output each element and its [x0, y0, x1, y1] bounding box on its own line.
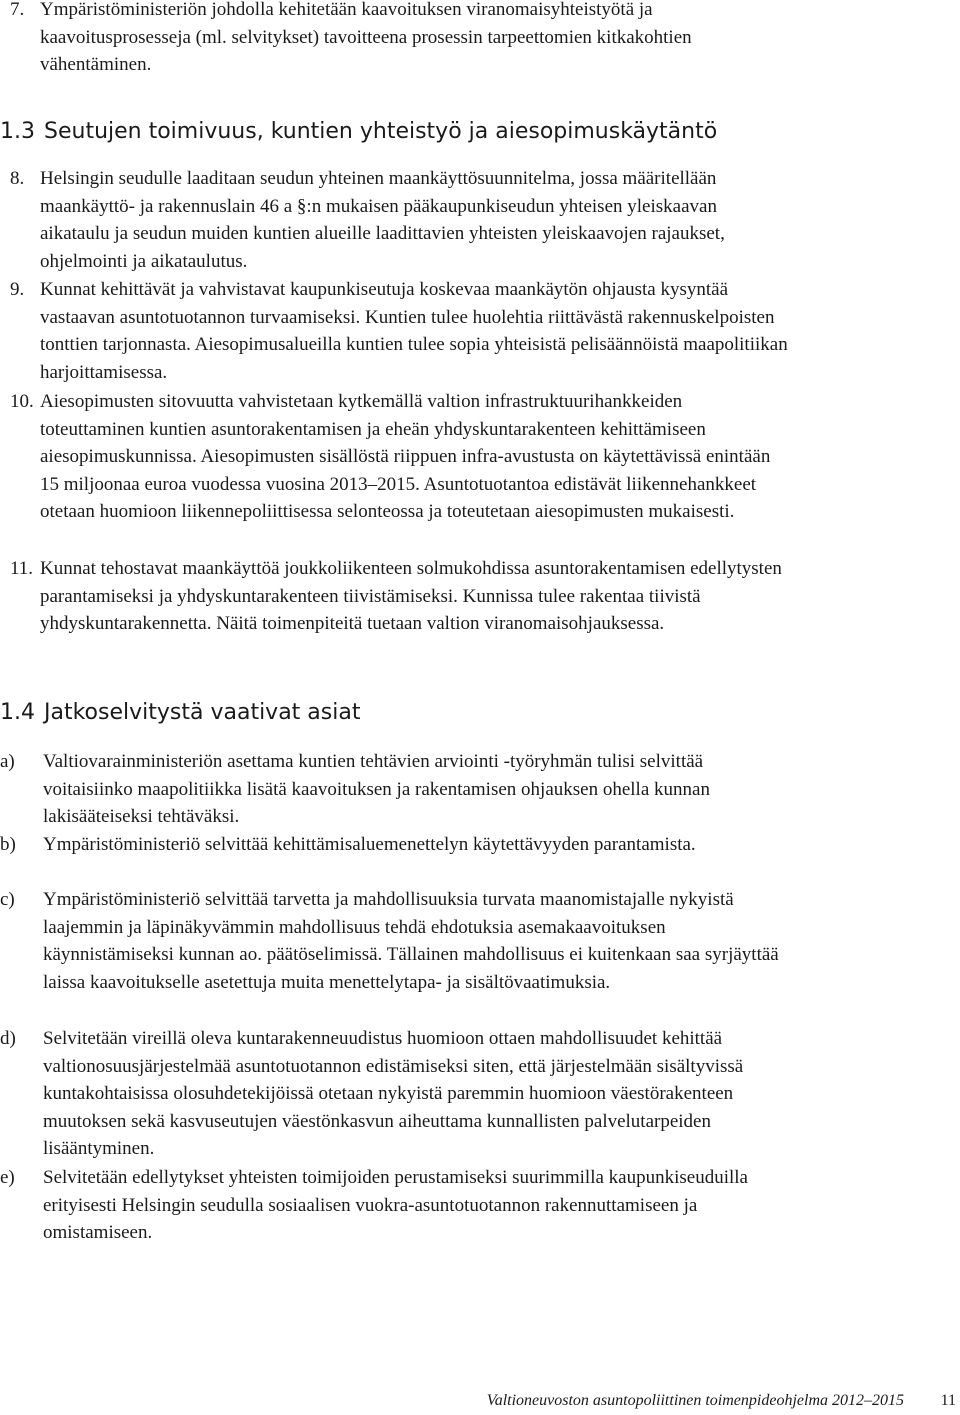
list-item-10 — [10, 388, 790, 526]
section-number: 1.4 — [0, 700, 35, 725]
item-number: 7. — [10, 0, 25, 20]
section-heading-1-3 — [0, 118, 717, 146]
item-letter: c) — [0, 889, 15, 910]
list-item-7 — [10, 0, 790, 79]
list-item-b — [0, 831, 790, 859]
item-text: Ympäristöministeriön johdolla kehitetään kaavoituksen viranomaisyhteistyötä ja kaavoitusprosesseja (ml. selvitykset) tavoitteena prosessin tarpeettomien kitkakohtien vähentäminen. — [40, 0, 692, 76]
page-number: 11 — [940, 1392, 956, 1409]
section-heading-1-4 — [0, 699, 360, 727]
item-text: Kunnat kehittävät ja vahvistavat kaupunkiseutuja koskevaa maankäytön ohjausta kysyntää vastaavan asuntotuotannon turvaamiseksi. Kuntien tulee huolehtia riittävästä rakennuskelpoisten tonttien tarjonnasta. Aiesopimusalueilla kuntien tulee sopia yhteisistä pelisäännöistä maapolitiikan harjoittamisessa. — [40, 279, 788, 383]
item-text: Ympäristöministeriö selvittää tarvetta ja mahdollisuuksia turvata maanomistajalle nykyistä laajemmin ja läpinäkyvämmin mahdollisuus tehdä ehdotuksia asemakaavoituksen käynnistämiseksi kunnan ao. päätöselimissä. Tällainen mahdollisuus ei kuitenkaan saa syrjäyttää laissa kaavoitukselle asetettuja muita menettelytapa- ja sisältövaatimuksia. — [43, 889, 779, 993]
item-number: 10. — [10, 391, 34, 412]
list-item-11 — [10, 555, 790, 638]
section-number: 1.3 — [0, 119, 35, 144]
section-title: Seutujen toimivuus, kuntien yhteistyö ja aiesopimuskäytäntö — [44, 119, 718, 144]
list-item-e — [0, 1164, 790, 1247]
list-item-a — [0, 748, 790, 831]
item-text: Kunnat tehostavat maankäyttöä joukkoliikenteen solmukohdissa asuntorakentamisen edellytysten parantamiseksi ja yhdyskuntarakenteen tiivistämiseksi. Kunnissa tulee rakentaa tiivistä yhdyskuntarakennetta. Näitä toimenpiteitä tuetaan valtion viranomaisohjauksessa. — [40, 558, 782, 635]
item-letter: b) — [0, 834, 16, 855]
page-footer — [0, 1390, 960, 1414]
item-letter: d) — [0, 1028, 16, 1049]
list-item-8 — [10, 165, 790, 275]
item-text: Aiesopimusten sitovuutta vahvistetaan kytkemällä valtion infrastruktuurihankkeiden toteuttaminen kuntien asuntorakentamisen ja eheän yhdyskuntarakenteen kehittämiseen aiesopimuskunnissa. Aiesopimusten sisällöstä riippuen infra-avustusta on käytettävissä enintään 15 miljoonaa euroa vuodessa vuosina 2013–2015. Asuntotuotantoa edistävät liikennehankkeet otetaan huomioon liikennepoliittisessa selonteossa ja toteutetaan aiesopimusten mukaisesti. — [40, 391, 771, 523]
item-text: Ympäristöministeriö selvittää kehittämisaluemenettelyn käytettävyyden parantamista. — [43, 834, 696, 855]
item-letter: a) — [0, 751, 15, 772]
item-text: Helsingin seudulle laaditaan seudun yhteinen maankäyttösuunnitelma, jossa määritellään maankäyttö- ja rakennuslain 46 a §:n mukaisen pääkaupunkiseudun yhteisen yleiskaavan aikataulu ja seudun muiden kuntien alueille laadittavien yhteisten yleiskaavojen rajaukset, ohjelmointi ja aikataulutus. — [40, 168, 725, 272]
item-text: Selvitetään vireillä oleva kuntarakenneuudistus huomioon ottaen mahdollisuudet kehittää valtionosuusjärjestelmää asuntotuotannon edistämiseksi siten, että järjestelmään sisältyvissä kuntakohtaisissa olosuhdetekijöissä otetaan nykyistä paremmin huomioon väestörakenteen muutoksen sekä kasvuseutujen väestönkasvun aiheuttama kunnallisten palvelutarpeiden lisääntyminen. — [43, 1028, 744, 1160]
item-text: Selvitetään edellytykset yhteisten toimijoiden perustamiseksi suurimmilla kaupunkiseuduilla erityisesti Helsingin seudulla sosiaalisen vuokra-asuntotuotannon rakennuttamiseen ja omistamiseen. — [43, 1167, 748, 1244]
item-text: Valtiovarainministeriön asettama kuntien tehtävien arviointi -työryhmän tulisi selvittää voitaisiinko maapolitiikka lisätä kaavoituksen ja rakentamisen ohjauksen ohella kunnan lakisääteiseksi tehtäväksi. — [43, 751, 710, 828]
footer-title: Valtioneuvoston asuntopoliittinen toimenpideohjelma 2012–2015 — [486, 1392, 904, 1409]
item-number: 9. — [10, 279, 25, 300]
list-item-d — [0, 1025, 790, 1163]
item-letter: e) — [0, 1167, 15, 1188]
item-number: 11. — [10, 558, 34, 579]
section-title: Jatkoselvitystä vaativat asiat — [44, 700, 361, 725]
list-item-c — [0, 886, 790, 996]
item-number: 8. — [10, 168, 25, 189]
list-item-9 — [10, 276, 790, 386]
